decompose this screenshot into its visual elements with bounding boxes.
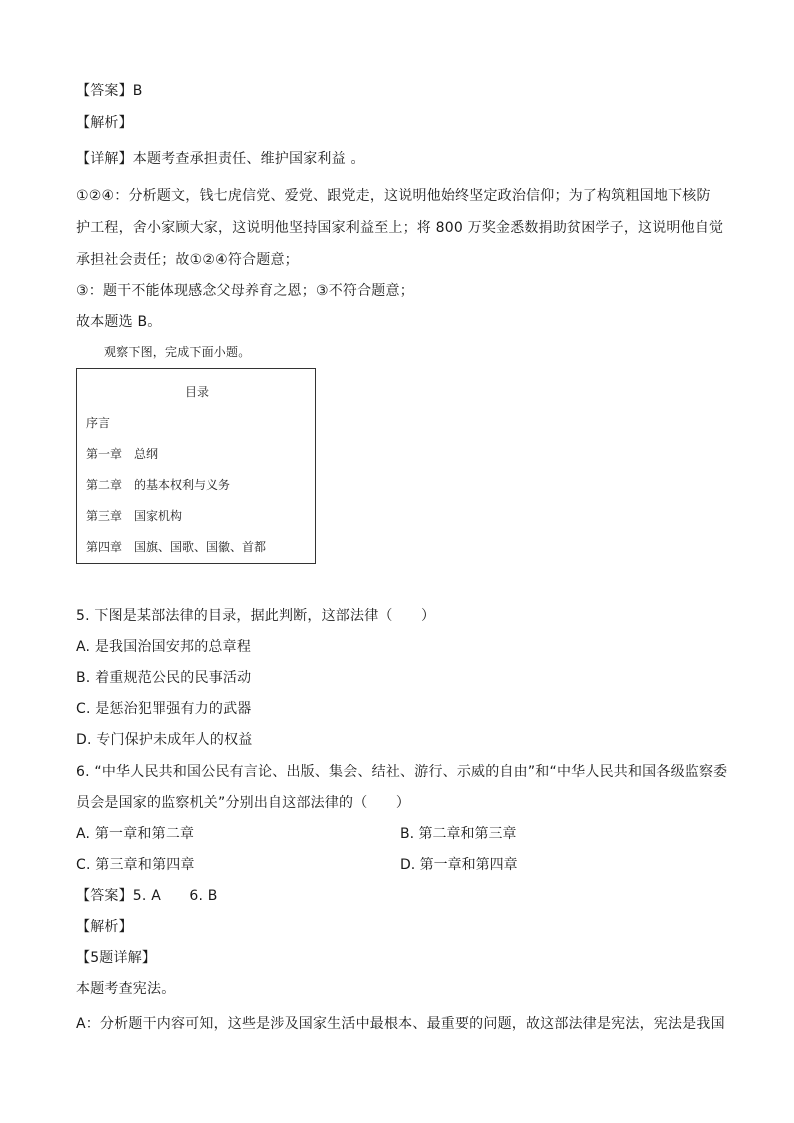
q6-option-d: D. 第一章和第四章 [400,857,518,873]
q4-detail: 【详解】本题考查承担责任、维护国家利益 。 [76,151,365,167]
q5-option-b: B. 着重规范公民的民事活动 [76,670,252,686]
toc-item: 第二章 的基本权利与义务 [86,478,231,492]
q5-option-c: C. 是惩治犯罪强有力的武器 [76,701,252,717]
toc-item: 序言 [86,416,111,430]
q6-option-c: C. 第三章和第四章 [76,857,195,873]
q4-paragraph-line-2: 护工程，舍小家顾大家，这说明他坚持国家利益至上；将 800 万奖金悉数捐助贫困学子，这说明他自觉 [76,220,724,236]
q6-stem-line-1: 6. “中华人民共和国公民有言论、出版、集会、结社、游行、示威的自由”和“中华人民共和国各级监察委 [76,764,728,780]
answers-line: 【答案】5. A 6. B [76,888,218,904]
q4-paragraph-2: ③：题干不能体现感念父母养育之恩；③不符合题意； [76,283,414,299]
q5-detail-label: 【5题详解】 [76,950,157,966]
q5-option-d: D. 专门保护未成年人的权益 [76,732,253,748]
toc-item: 第一章 总纲 [86,447,159,461]
q4-answer: 【答案】B [76,83,143,99]
q4-paragraph-line-3: 承担社会责任；故①②④符合题意； [76,252,299,268]
table-of-contents-figure [76,368,316,564]
q4-analysis-label: 【解析】 [76,115,133,131]
figure-caption: 观察下图，完成下面小题。 [104,345,251,359]
q5-option-a: A. 是我国治国安邦的总章程 [76,639,252,655]
q4-conclusion: 故本题选 B。 [76,314,162,330]
q5-stem: 5. 下图是某部法律的目录，据此判断，这部法律（ ） [76,608,436,624]
toc-item: 第三章 国家机构 [86,509,183,523]
toc-title: 目录 [185,385,210,399]
toc-item: 第四章 国旗、国歌、国徽、首都 [86,540,267,554]
q5-option-a-explanation: A：分析题干内容可知，这些是涉及国家生活中最根本、最重要的问题，故这部法律是宪法，宪法是我国 [76,1016,725,1032]
q6-option-a: A. 第一章和第二章 [76,826,195,842]
answers-analysis-label: 【解析】 [76,919,133,935]
q4-paragraph-line-1: ①②④：分析题文，钱七虎信党、爱党、跟党走，这说明他始终坚定政治信仰；为了构筑粗国地下核防 [76,188,711,204]
q5-topic: 本题考查宪法。 [76,981,176,997]
q6-option-b: B. 第二章和第三章 [400,826,517,842]
q6-stem-line-2: 员会是国家的监察机关”分别出自这部法律的（ ） [76,795,411,811]
